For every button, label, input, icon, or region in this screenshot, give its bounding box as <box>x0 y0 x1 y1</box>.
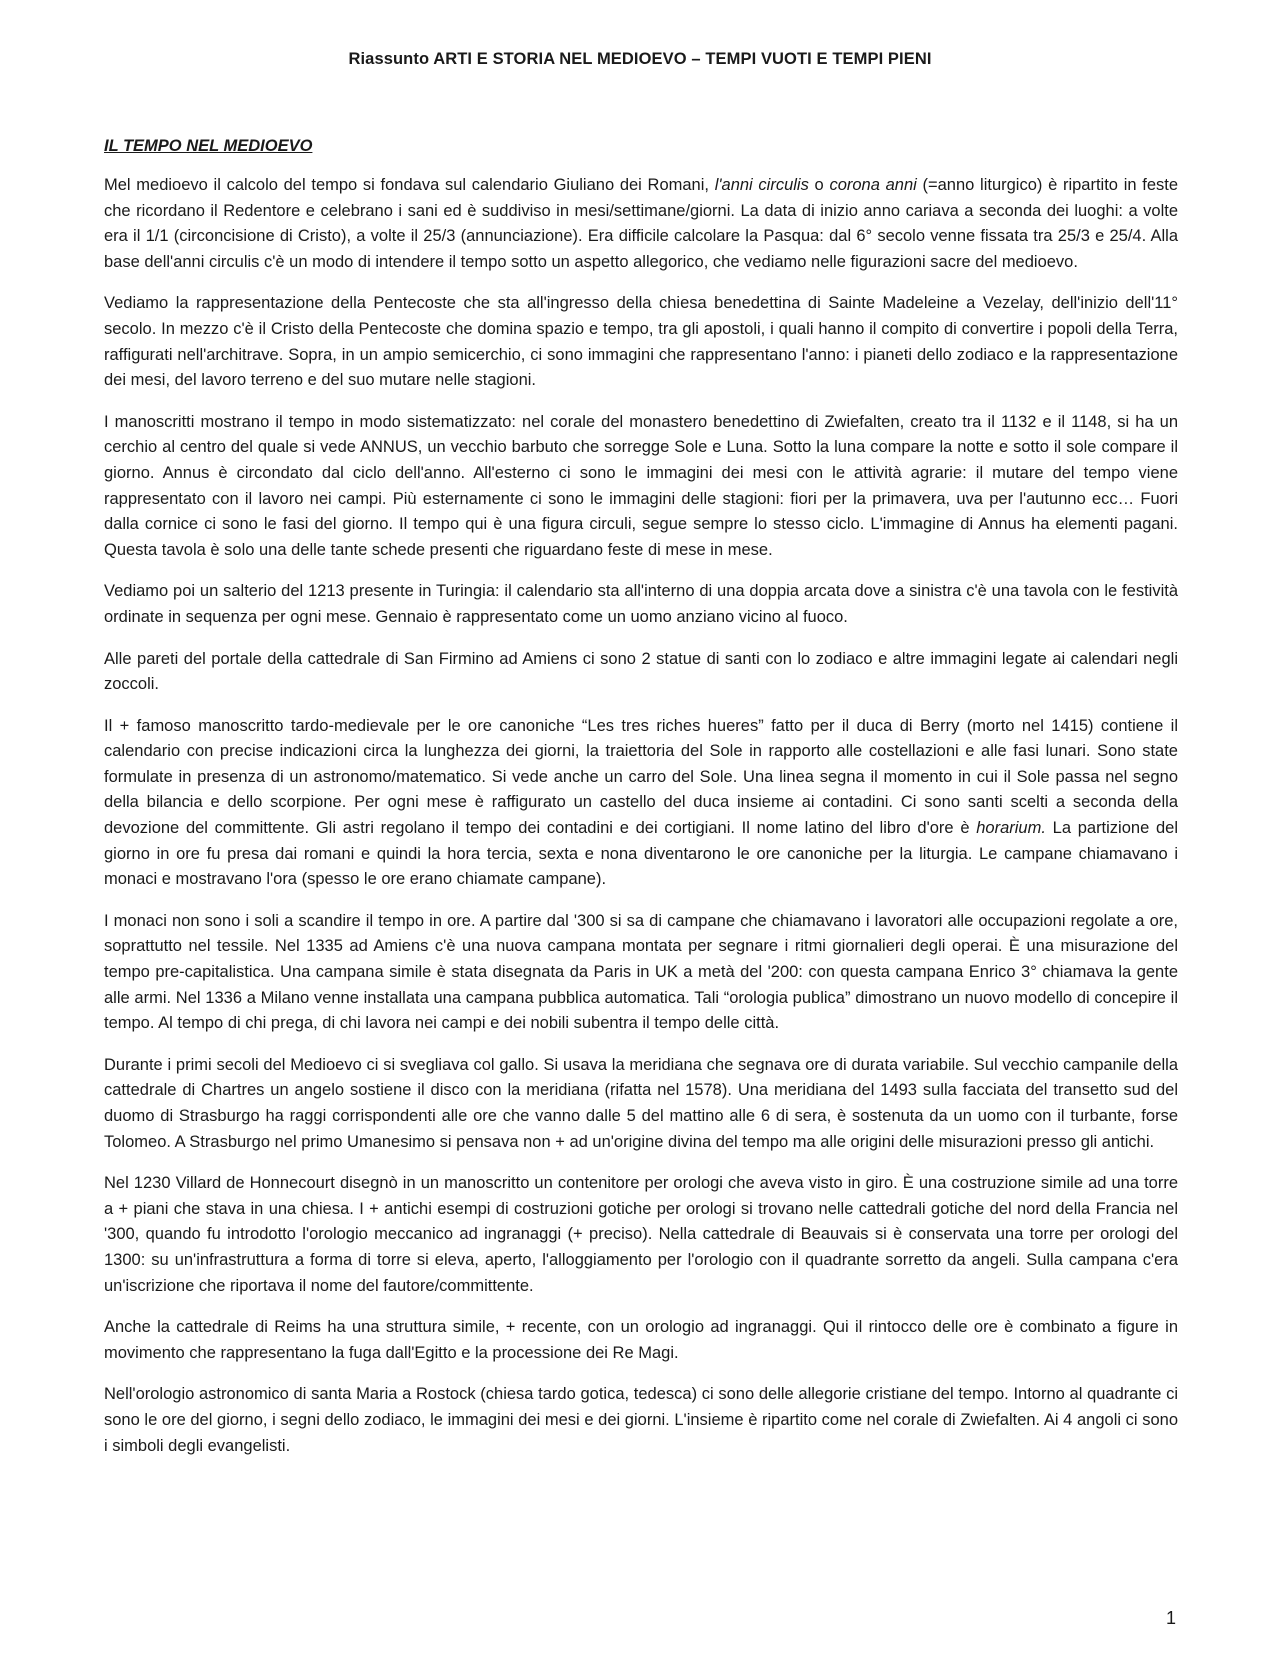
italic-term: horarium. <box>976 819 1046 838</box>
paragraph-reims: Anche la cattedrale di Reims ha una struttura simile, + recente, con un orologio ad ingranaggi. Qui il rintocco delle ore è combinato a figure in movimento che rappresentano la fuga dall'Egitto e la processione dei Re Magi. <box>104 1318 1178 1362</box>
page-number: 1 <box>1165 1608 1176 1628</box>
section-heading: IL TEMPO NEL MEDIOEVO <box>104 137 313 155</box>
paragraph-rostock: Nell'orologio astronomico di santa Maria a Rostock (chiesa tardo gotica, tedesca) ci sono delle allegorie cristiane del tempo. Intorno al quadrante ci sono le ore del giorno, i segni dello zodiaco, le immagini dei mesi e dei giorni. L'insieme è ripartito come nel corale di Zwiefalten. Ai 4 angoli ci sono i simboli degli evangelisti. <box>104 1385 1178 1455</box>
text-run: La partizione del giorno in ore fu presa dai romani e quindi la hora tercia, sexta e nona diventarono le ore canoniche per la liturgia. Le campane chiamavano i monaci e mostravano l'ora (spesso le ore erano chiamate campane). <box>104 819 1178 889</box>
paragraph-vezelay: Vediamo la rappresentazione della Pentecoste che sta all'ingresso della chiesa benedettina di Sainte Madeleine a Vezelay, dell'inizio dell'11° secolo. In mezzo c'è il Cristo della Pentecoste che domina spazio e tempo, tra gli apostoli, i quali hanno il compito di convertire i popoli della Terra, raffigurati nell'architrave. Sopra, in un ampio semicerchio, ci sono immagini che rappresentano l'anno: i pianeti dello zodiaco e la rappresentazione dei mesi, del lavoro terreno e del suo mutare nelle stagioni. <box>104 294 1178 390</box>
paragraph-campane: I monaci non sono i soli a scandire il tempo in ore. A partire dal '300 si sa di campane che chiamavano i lavoratori alle occupazioni regolate a ore, soprattutto nel tessile. Nel 1335 ad Amiens c'è una nuova campana montata per segnare i ritmi giornalieri degli operai. È una misurazione del tempo pre-capitalistica. Una campana simile è stata disegnata da Paris in UK a metà del '200: con questa campana Enrico 3° chiamava la gente alle armi. Nel 1336 a Milano venne installata una campana pubblica automatica. Tali “orologia publica” dimostrano un nuovo modello di concepire il tempo. Al tempo di chi prega, di chi lavora nei campi e dei nobili subentra il tempo delle città. <box>104 911 1178 1033</box>
paragraph-meridiana: Durante i primi secoli del Medioevo ci si svegliava col gallo. Si usava la meridiana che segnava ore di durata variabile. Sul vecchio campanile della cattedrale di Chartres un angelo sostiene il disco con la meridiana (rifatta nel 1578). Una meridiana del 1493 sulla facciata del transetto sud del duomo di Strasburgo ha raggi corrispondenti alle ore che vanno dalle 5 del mattino alle 6 di sera, è sostenuta da un uomo con il turbante, forse Tolomeo. A Strasburgo nel primo Umanesimo si pensava non + ad un'origine divina del tempo ma alle origini delle misurazioni presso gli antichi. <box>104 1055 1178 1151</box>
paragraph-zwiefalten: I manoscritti mostrano il tempo in modo sistematizzato: nel corale del monastero benedettino di Zwiefalten, creato tra il 1132 e il 1148, si ha un cerchio al centro del quale si vede ANNUS, un vecchio barbuto che sorregge Sole e Luna. Sotto la luna compare la notte e sotto il sole compare il giorno. Annus è circondato dal ciclo dell'anno. All'esterno ci sono le immagini dei mesi con le attività agrarie: il mutare del tempo viene rappresentato con il lavoro nei campi. Più esternamente ci sono le immagini delle stagioni: fiori per la primavera, uva per l'autunno ecc… Fuori dalla cornice ci sono le fasi del giorno. Il tempo qui è una figura circuli, segue sempre lo stesso ciclo. L'immagine di Annus ha elementi pagani. Questa tavola è solo una delle tante schede presenti che riguardano feste di mese in mese. <box>104 412 1178 559</box>
paragraph-tres-riches-heures <box>104 714 1178 893</box>
paragraph-amiens: Alle pareti del portale della cattedrale di San Firmino ad Amiens ci sono 2 statue di santi con lo zodiaco e altre immagini legate ai calendari negli zoccoli. <box>104 649 1178 694</box>
italic-term: corona anni <box>829 176 917 194</box>
paragraph-villard: Nel 1230 Villard de Honnecourt disegnò in un manoscritto un contenitore per orologi che aveva visto in giro. È una costruzione simile ad una torre a + piani che stava in una chiesa. I + antichi esempi di costruzioni gotiche per orologi si trovano nelle cattedrali gotiche del nord della Francia nel '300, quando fu introdotto l'orologio meccanico ad ingranaggi (+ preciso). Nella cattedrale di Beauvais si è conservata una torre per orologi del 1300: su un'infrastruttura a forma di torre si eleva, aperto, l'alloggiamento per l'orologio con il quadrante sorretto da angeli. Sulla campana c'era un'iscrizione che riportava il nome del fautore/committente. <box>104 1174 1178 1295</box>
text-run: (=anno liturgico) è ripartito in feste che ricordano il Redentore e celebrano i sani ed è suddiviso in mesi/settimane/giorni. La data di inizio anno cariava a seconda dei luoghi: a volte era il 1/1 (circoncisione di Cristo), a volte il 25/3 (annunciazione). Era difficile calcolare la Pasqua: dal 6° secolo venne fissata tra 25/3 e 25/4. Alla base dell'anni circulis c'è un modo di intendere il tempo sotto un aspetto allegorico, che vediamo nelle figurazioni sacre del medioevo. <box>104 176 1179 271</box>
document-title: Riassunto ARTI E STORIA NEL MEDIOEVO – TEMPI VUOTI E TEMPI PIENI <box>348 50 932 68</box>
paragraph-salterio: Vediamo poi un salterio del 1213 presente in Turingia: il calendario sta all'interno di una doppia arcata dove a sinistra c'è una tavola con le festività ordinate in sequenza per ogni mese. Gennaio è rappresentato come un uomo anziano vicino al fuoco. <box>104 582 1178 626</box>
text-run: Mel medioevo il calcolo del tempo si fondava sul calendario Giuliano dei Romani, <box>104 176 715 194</box>
paragraph-intro <box>104 173 1178 275</box>
text-run: o <box>808 176 830 194</box>
text-run: Il + famoso manoscritto tardo-medievale per le ore canoniche “Les tres riches hueres” fatto per il duca di Berry (morto nel 1415) contiene il calendario con precise indicazioni circa la lunghezza dei giorni, la traiettoria del Sole in rapporto alle costellazioni e alle fasi lunari. Sono state formulate in presenza di un astronomo/matematico. Si vede anche un carro del Sole. Una linea segna il momento in cui il Sole passa nel segno della bilancia e dello scorpione. Per ogni mese è raffigurato un castello del duca insieme ai contadini. Ci sono santi scelti a seconda della devozione del committente. Gli astri regolano il tempo dei contadini e dei cortigiani. Il nome latino del libro d'ore è <box>104 716 1178 838</box>
document-body <box>104 133 1178 1475</box>
italic-term: l'anni circulis <box>714 176 809 194</box>
